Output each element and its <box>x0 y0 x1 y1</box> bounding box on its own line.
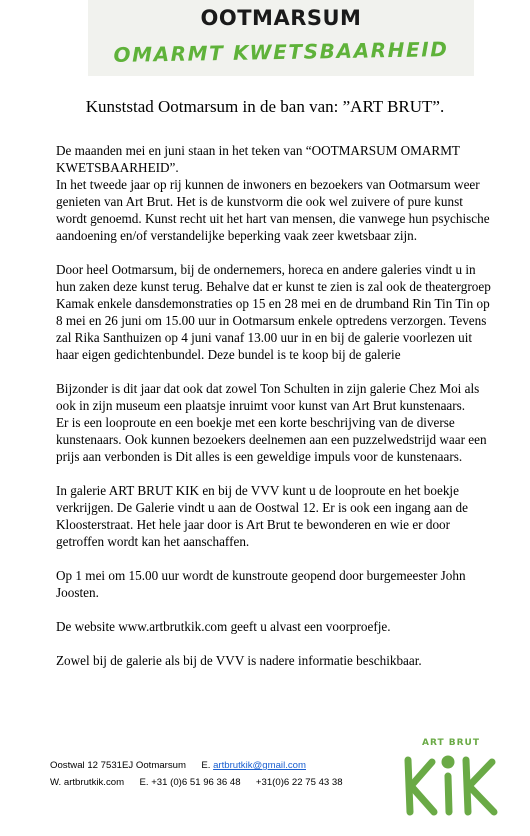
email-label: E. <box>201 760 211 771</box>
banner-title: OOTMARSUM <box>200 6 362 30</box>
page-heading: Kunststad Ootmarsum in de ban van: ”ART BRUT”. <box>85 97 445 116</box>
header-banner <box>88 0 474 76</box>
paragraph-galerie: In galerie ART BRUT KIK en bij de VVV kunt u de looproute en het boekje verkrijgen. De Galerie vindt u aan de Oostwal 12. Er is ook een ingang aan de Kloosterstraat. Het hele jaar door is Art Brut te bewonderen en wie er door getroffen wordt kan het aanschaffen. <box>56 483 468 549</box>
kik-logo-icon <box>396 752 506 820</box>
email-link[interactable]: artbrutkik@gmail.com <box>213 760 306 771</box>
article-body <box>56 142 496 669</box>
phone-2: +31(0)6 22 75 43 38 <box>255 777 343 788</box>
paragraph-art-brut: In het tweede jaar op rij kunnen de inwoners en bezoekers van Ootmarsum weer genieten van Art Brut. Het is de kunstvorm die ook wel zuivere of pure kunst wordt genoemd. Kunst recht uit het hart van mensen, die vanwege hun psychische aandoening en/of verstandelijke beperking vaak zeer kwetsbaar zijn. <box>56 177 490 243</box>
paragraph-opening: Op 1 mei om 15.00 uur wordt de kunstroute geopend door burgemeester John Joosten. <box>56 568 466 600</box>
art-brut-kik-logo <box>396 738 506 816</box>
footer-web[interactable]: W. artbrutkik.com <box>50 777 125 788</box>
logo-small-text: ART BRUT <box>421 738 480 748</box>
paragraph-ton-schulten: Bijzonder is dit jaar dat ook dat zowel Ton Schulten in zijn galerie Chez Moi als ook in zijn museum een plaatsje inruimt voor kunst van Art Brut kunstenaars. <box>56 381 480 413</box>
paragraph-looproute: Er is een looproute en een boekje met een korte beschrijving van de diverse kunstenaars. Ook kunnen bezoekers deelnemen aan een puzzelwedstrijd waar een prijs aan verbonden is Dit alles is een geweldige impuls voor de kunstenaars. <box>56 415 487 464</box>
footer-address: Oostwal 12 7531EJ Ootmarsum <box>50 760 186 771</box>
footer-line-2 <box>50 774 370 791</box>
paragraph-website: De website www.artbrutkik.com geeft u alvast een voorproefje. <box>56 619 391 634</box>
phone-label: E. <box>139 777 149 788</box>
footer-contact <box>50 757 370 791</box>
paragraph-events: Door heel Ootmarsum, bij de ondernemers, horeca en andere galeries vindt u in hun zaken deze kunst terug. Behalve dat er kunst te zien is zal ook de theatergroep Kamak enkele dansdemonstraties op 15 en 28 mei en de drumband Rin Tin Tin op 8 mei en 26 juni om 15.00 uur in Ootmarsum enkele optredens verzorgen. Tevens zal Rika Santhuizen op 4 juni vanaf 13.00 uur in en bij de galerie voorlezen uit haar eigen gedichtenbundel. Deze bundel is te koop bij de galerie <box>56 262 491 362</box>
banner-subtitle: OMARMT KWETSBAARHEID <box>113 37 449 67</box>
paragraph-intro: De maanden mei en juni staan in het teken van “OOTMARSUM OMARMT KWETSBAARHEID”. <box>56 143 460 175</box>
footer-line-1 <box>50 757 370 774</box>
phone-1: +31 (0)6 51 96 36 48 <box>151 777 241 788</box>
paragraph-info: Zowel bij de galerie als bij de VVV is nadere informatie beschikbaar. <box>56 653 422 668</box>
